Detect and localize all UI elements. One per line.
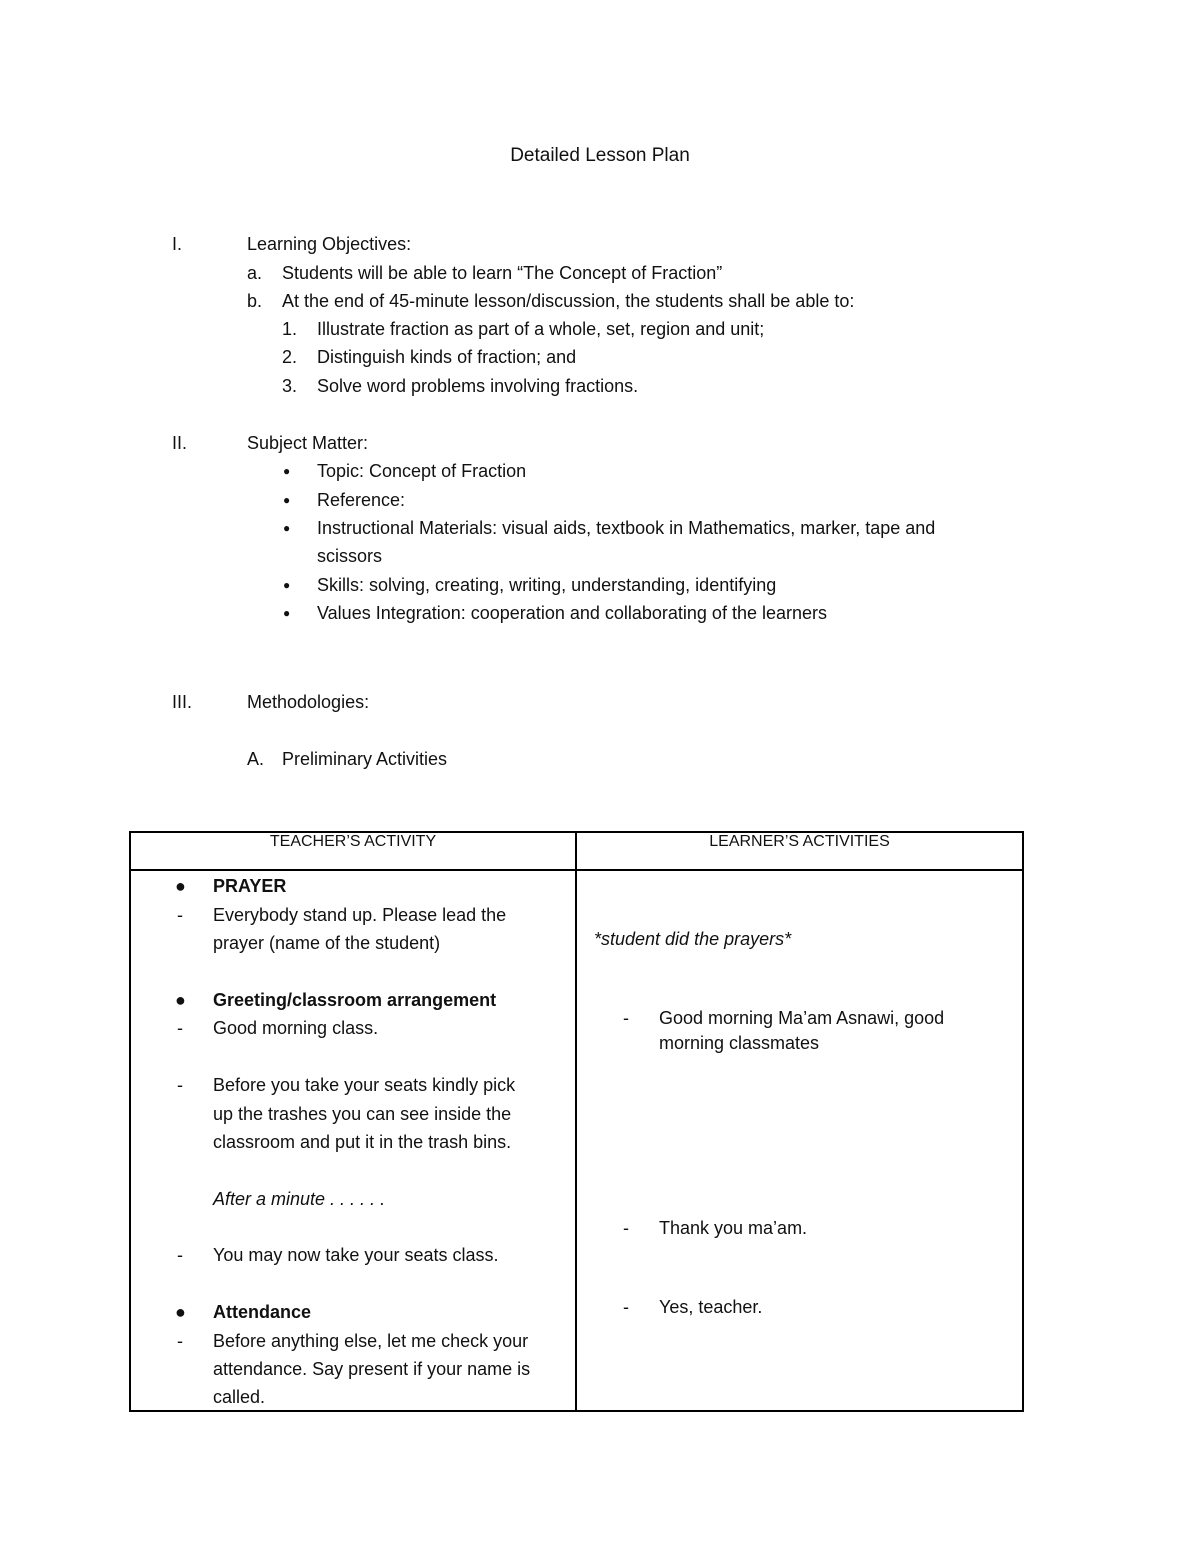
learner-activity-cell	[576, 870, 1023, 1411]
objective-a-letter: a.	[247, 263, 263, 283]
attendance-line-3: called.	[213, 1387, 266, 1407]
bullet-icon: ●	[175, 1302, 186, 1322]
objective-item-1-text: Illustrate fraction as part of a whole, set, region and unit;	[317, 319, 765, 339]
learner-greeting-line-2: morning classmates	[659, 1033, 820, 1053]
prayer-line-1: Everybody stand up. Please lead the	[213, 905, 507, 925]
section-2-numeral: II.	[172, 433, 188, 453]
take-seats-line: You may now take your seats class.	[213, 1245, 499, 1265]
table-header-row	[130, 832, 1023, 870]
prayers-note: *student did the prayers*	[594, 929, 792, 949]
trash-line-3: classroom and put it in the trash bins.	[213, 1132, 512, 1152]
dash-marker: -	[623, 1008, 629, 1028]
dash-marker: -	[623, 1218, 629, 1238]
dash-marker: -	[177, 1075, 183, 1095]
greeting-heading: Greeting/classroom arrangement	[213, 990, 497, 1010]
subsection-a-letter: A.	[247, 749, 265, 769]
greeting-line-1: Good morning class.	[213, 1018, 379, 1038]
bullet-icon: ●	[175, 990, 186, 1010]
learner-greeting-line-1: Good morning Ma’am Asnawi, good	[659, 1008, 945, 1028]
activities-table	[129, 831, 1024, 1412]
objective-item-2-text: Distinguish kinds of fraction; and	[317, 347, 577, 367]
dash-marker: -	[177, 1245, 183, 1265]
attendance-heading: Attendance	[213, 1302, 312, 1322]
subsection-a-text: Preliminary Activities	[282, 749, 448, 769]
objective-a-text: Students will be able to learn “The Concept of Fraction”	[282, 263, 723, 283]
prayer-line-2: prayer (name of the student)	[213, 933, 441, 953]
dash-marker: -	[177, 1018, 183, 1038]
teacher-activity-cell	[130, 870, 576, 1411]
trash-line-2: up the trashes you can see inside the	[213, 1104, 512, 1124]
bullet-icon: ●	[283, 606, 291, 620]
subject-item-skills: Skills: solving, creating, writing, understanding, identifying	[317, 575, 777, 595]
after-a-minute-note: After a minute . . . . . .	[213, 1189, 386, 1209]
dash-marker: -	[623, 1297, 629, 1317]
subject-item-reference: Reference:	[317, 490, 406, 510]
table-row	[130, 870, 1023, 1411]
dash-marker: -	[177, 1331, 183, 1351]
learner-thanks: Thank you ma’am.	[659, 1218, 808, 1238]
bullet-icon: ●	[283, 464, 291, 478]
bullet-icon: ●	[283, 578, 291, 592]
bullet-icon: ●	[283, 521, 291, 535]
learner-column-header: LEARNER’S ACTIVITIES	[576, 832, 1023, 870]
objective-b-letter: b.	[247, 291, 263, 311]
section-2-heading: Subject Matter:	[247, 433, 369, 453]
section-1-heading: Learning Objectives:	[247, 234, 412, 254]
objective-item-3-text: Solve word problems involving fractions.	[317, 376, 639, 396]
learner-yes: Yes, teacher.	[659, 1297, 763, 1317]
prayer-heading: PRAYER	[213, 876, 287, 896]
teacher-column-header: TEACHER’S ACTIVITY	[130, 832, 576, 870]
objective-b-text: At the end of 45-minute lesson/discussion, the students shall be able to:	[282, 291, 855, 311]
objective-item-3-number: 3.	[282, 376, 298, 396]
section-1-numeral: I.	[172, 234, 183, 254]
subject-item-materials: Instructional Materials: visual aids, textbook in Mathematics, marker, tape and	[317, 518, 936, 538]
bullet-icon: ●	[175, 876, 186, 896]
document-title: Detailed Lesson Plan	[510, 145, 690, 166]
subject-item-topic: Topic: Concept of Fraction	[317, 461, 527, 481]
section-3-numeral: III.	[172, 692, 193, 712]
dash-marker: -	[177, 905, 183, 925]
objective-item-1-number: 1.	[282, 319, 298, 339]
attendance-line-2: attendance. Say present if your name is	[213, 1359, 531, 1379]
subject-item-values: Values Integration: cooperation and collaborating of the learners	[317, 603, 828, 623]
section-3-heading: Methodologies:	[247, 692, 370, 712]
attendance-line-1: Before anything else, let me check your	[213, 1331, 529, 1351]
trash-line-1: Before you take your seats kindly pick	[213, 1075, 516, 1095]
subject-item-materials-cont: scissors	[317, 546, 383, 566]
objective-item-2-number: 2.	[282, 347, 298, 367]
bullet-icon: ●	[283, 493, 291, 507]
